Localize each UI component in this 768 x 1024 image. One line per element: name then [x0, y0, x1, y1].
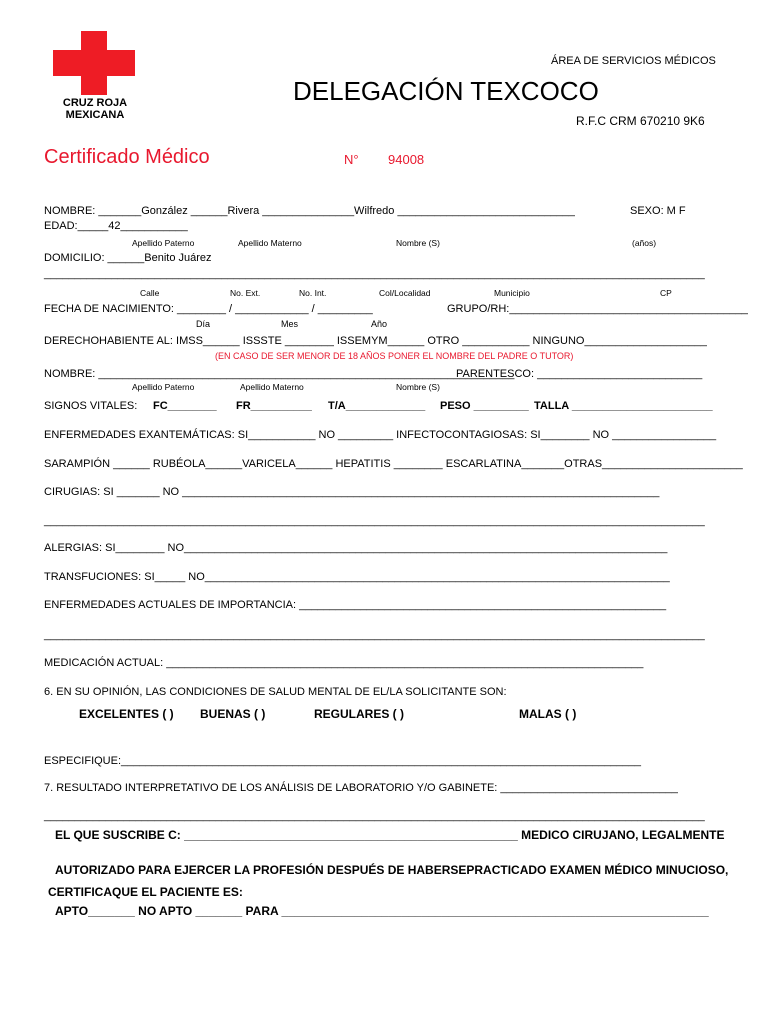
- talla-field[interactable]: TALLA _______________________: [534, 400, 713, 412]
- derechohabiente-field[interactable]: DERECHOHABIENTE AL: IMSS______ ISSSTE ________ ISSEMYM______ OTRO ___________ NINGUNO____________________: [44, 335, 707, 347]
- suscribe-field[interactable]: EL QUE SUSCRIBE C: __________________________________________________ MEDICO CIRUJANO, LEGALMENTE: [55, 828, 725, 842]
- laboratorio-extra-line[interactable]: ____________________________________________________________________________________________________________: [44, 810, 705, 822]
- sub-apellido-materno: Apellido Materno: [238, 238, 302, 248]
- peso-field[interactable]: PESO _________: [440, 400, 529, 412]
- option-excelentes[interactable]: EXCELENTES ( ): [79, 707, 174, 721]
- sub-apellido-paterno: Apellido Paterno: [132, 238, 195, 248]
- sarampion-field[interactable]: SARAMPIÓN ______ RUBÉOLA______VARICELA______ HEPATITIS ________ ESCARLATINA_______OTRAS_______________________: [44, 458, 743, 470]
- domicilio-field[interactable]: DOMICILIO: ______Benito Juárez: [44, 252, 212, 264]
- cirugias-field[interactable]: CIRUGIAS: SI _______ NO ______________________________________________________________________________: [44, 486, 660, 498]
- sub-no-int: No. Int.: [299, 288, 327, 298]
- certificate-title: Certificado Médico: [44, 146, 210, 168]
- area-label: ÁREA DE SERVICIOS MÉDICOS: [551, 55, 716, 67]
- logo-text: [55, 97, 135, 121]
- certificate-number-label: N°: [344, 152, 359, 167]
- sub-col: Col/Localidad: [379, 288, 431, 298]
- sub-mes: Mes: [281, 319, 299, 329]
- question-6: 6. EN SU OPINIÓN, LAS CONDICIONES DE SALUD MENTAL DE EL/LA SOLICITANTE SON:: [44, 686, 507, 698]
- nombre-tutor-field[interactable]: NOMBRE: ____________________________________________________________________: [44, 368, 515, 380]
- sub2-apellido-paterno: Apellido Paterno: [132, 382, 195, 392]
- enfermedades-actuales-field[interactable]: ENFERMEDADES ACTUALES DE IMPORTANCIA: ____________________________________________________________: [44, 599, 667, 611]
- signos-vitales-label: SIGNOS VITALES:: [44, 400, 138, 412]
- sub-cp: CP: [660, 288, 672, 298]
- question-7[interactable]: 7. RESULTADO INTERPRETATIVO DE LOS ANÁLISIS DE LABORATORIO Y/O GABINETE: _____________________________: [44, 782, 678, 794]
- parentesco-field[interactable]: PARENTESCO: ___________________________: [456, 368, 703, 380]
- sub-no-ext: No. Ext.: [230, 288, 261, 298]
- transfusiones-field[interactable]: TRANSFUCIONES: SI_____ NO____________________________________________________________________________: [44, 571, 670, 583]
- fecha-nacimiento-field[interactable]: FECHA DE NACIMIENTO: ________ / ____________ / _________: [44, 303, 373, 315]
- grupo-rh-field[interactable]: GRUPO/RH:_______________________________________: [447, 303, 748, 315]
- option-buenas[interactable]: BUENAS ( ): [200, 707, 266, 721]
- apto-field[interactable]: APTO_______ NO APTO _______ PARA ________________________________________________________________: [55, 904, 709, 918]
- logo-line-2: MEXICANA: [65, 109, 125, 121]
- fc-field[interactable]: FC________: [153, 400, 217, 412]
- exantematicas-field[interactable]: ENFERMEDADES EXANTEMÁTICAS: SI___________ NO _________ INFECTOCONTAGIOSAS: SI________ NO _________________: [44, 429, 717, 441]
- nombre-field[interactable]: NOMBRE: _______González ______Rivera _______________Wilfredo _____________________________: [44, 205, 575, 217]
- alergias-field[interactable]: ALERGIAS: SI________ NO_______________________________________________________________________________: [44, 542, 668, 554]
- actuales-extra-line[interactable]: ____________________________________________________________________________________________________________: [44, 629, 705, 641]
- red-cross-logo-icon: [53, 31, 135, 95]
- sexo-field[interactable]: SEXO: M F: [630, 205, 686, 217]
- cirugias-extra-line[interactable]: ____________________________________________________________________________________________________________: [44, 515, 705, 527]
- tutor-note: (EN CASO DE SER MENOR DE 18 AÑOS PONER EL NOMBRE DEL PADRE O TUTOR): [215, 351, 574, 361]
- fr-field[interactable]: FR__________: [236, 400, 312, 412]
- sub2-apellido-materno: Apellido Materno: [240, 382, 304, 392]
- ta-field[interactable]: T/A_____________: [328, 400, 426, 412]
- sub-municipio: Municipio: [494, 288, 530, 298]
- domicilio-line[interactable]: ____________________________________________________________________________________________________________: [44, 268, 705, 280]
- medicacion-field[interactable]: MEDICACIÓN ACTUAL: ______________________________________________________________________________: [44, 657, 644, 669]
- option-regulares[interactable]: REGULARES ( ): [314, 707, 404, 721]
- edad-field[interactable]: EDAD:_____42___________: [44, 220, 188, 232]
- sub2-nombre: Nombre (S): [396, 382, 440, 392]
- sub-dia: Día: [196, 319, 211, 329]
- rfc-label: R.F.C CRM 670210 9K6: [576, 114, 705, 128]
- certificate-number: 94008: [388, 152, 425, 167]
- sub-ano: Año: [371, 319, 388, 329]
- certifica-text: CERTIFICAQUE EL PACIENTE ES:: [48, 885, 243, 899]
- sub-nombre: Nombre (S): [396, 238, 440, 248]
- sub-anos: (años): [632, 238, 657, 248]
- sub-calle: Calle: [140, 288, 160, 298]
- especifique-field[interactable]: ESPECIFIQUE:_____________________________________________________________________________________: [44, 755, 642, 767]
- autorizado-text: AUTORIZADO PARA EJERCER LA PROFESIÓN DESPUÉS DE HABERSEPRACTICADO EXAMEN MÉDICO MINUCIOSO,: [55, 863, 729, 877]
- delegation-title: DELEGACIÓN TEXCOCO: [293, 76, 599, 106]
- logo-line-1: CRUZ ROJA: [62, 97, 128, 109]
- option-malas[interactable]: MALAS ( ): [519, 707, 577, 721]
